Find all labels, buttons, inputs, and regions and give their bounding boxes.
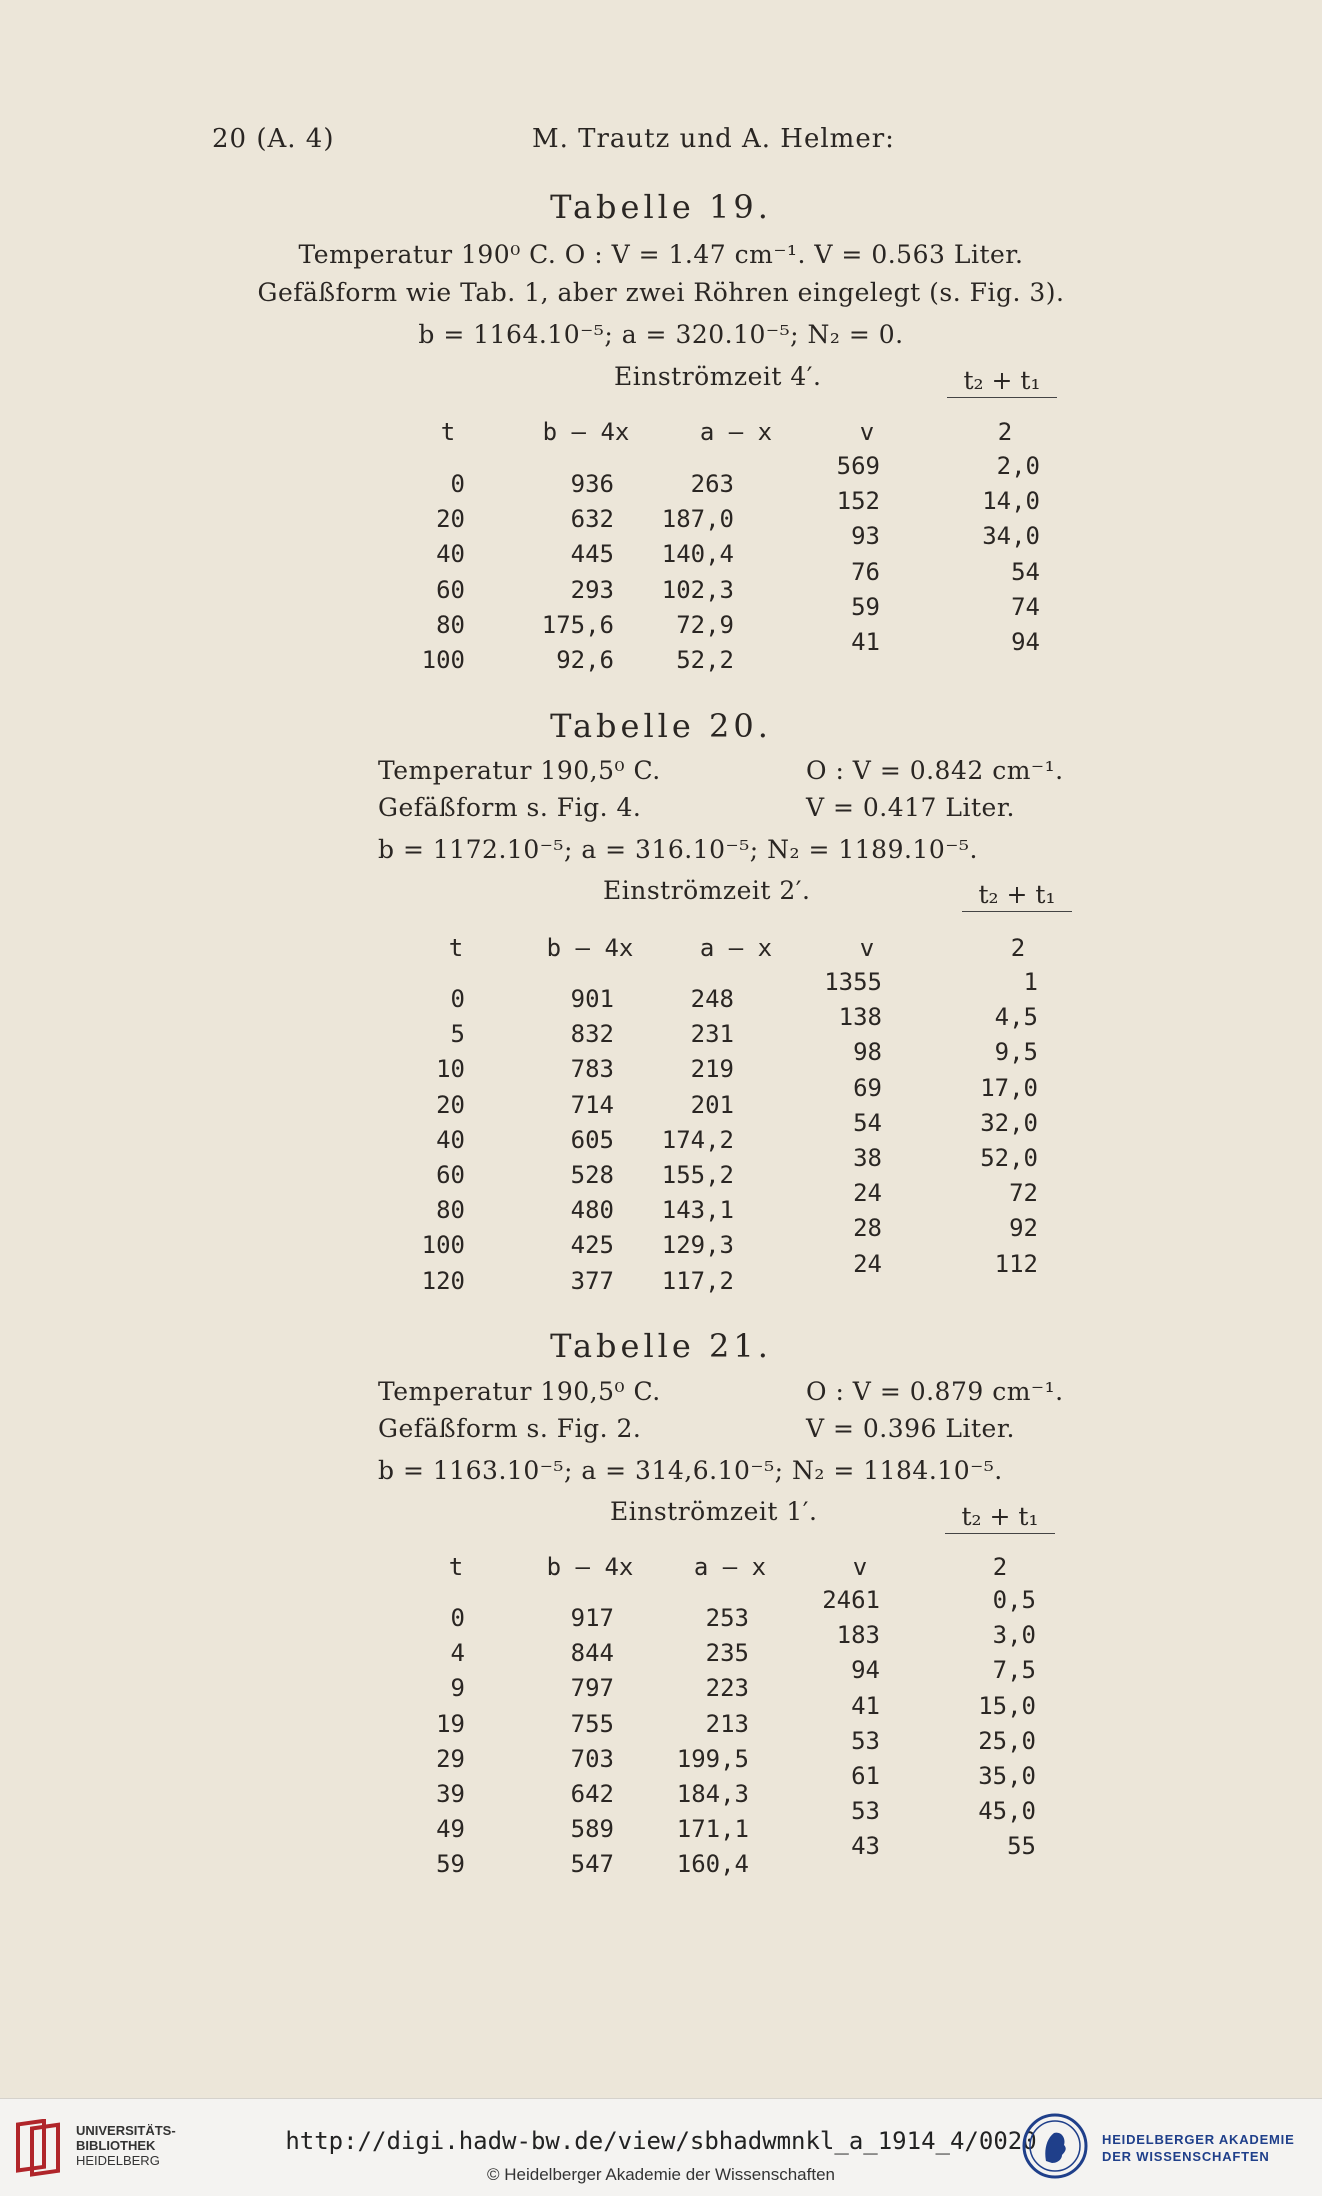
cell-mean-time: 52,0 [980, 1144, 1038, 1172]
cell-v: 94 [851, 1656, 880, 1685]
col-header-v: v [859, 418, 875, 446]
cell-b-4x: 901 [570, 985, 614, 1013]
cell-mean-time: 7,5 [992, 1656, 1036, 1685]
cell-v: 28 [853, 1214, 882, 1243]
cell-v: 43 [851, 1832, 880, 1861]
table-20-concentrations: b = 1172.10⁻⁵; a = 316.10⁻⁵; N₂ = 1189.10⁻⁵. [378, 835, 978, 864]
cell-v: 24 [853, 1179, 882, 1208]
cell-v: 93 [851, 522, 880, 551]
table-19-title: Tabelle 19. [550, 188, 772, 226]
cell-v: 69 [853, 1073, 882, 1102]
cell-a-x: 171,1 [676, 1815, 749, 1844]
col-header-v: v [852, 1553, 868, 1581]
cell-b-4x: 528 [570, 1161, 614, 1189]
cell-v: 569 [836, 452, 880, 480]
cell-t: 40 [436, 1125, 465, 1154]
cell-t: 39 [436, 1780, 465, 1808]
cell-b-4x: 755 [570, 1709, 614, 1738]
cell-v: 76 [851, 557, 880, 586]
cell-a-x: 213 [705, 1709, 749, 1738]
running-title: M. Trautz und A. Helmer: [532, 124, 895, 154]
cell-a-x: 102,3 [661, 575, 734, 604]
cell-t: 9 [450, 1674, 465, 1703]
cell-v: 183 [836, 1621, 880, 1650]
cell-t: 60 [436, 575, 465, 604]
fraction-numerator: t₂ + t₁ [945, 1502, 1055, 1534]
cell-b-4x: 714 [570, 1090, 614, 1119]
cell-b-4x: 703 [570, 1744, 614, 1773]
table-20-ov-ratio: O : V = 0.842 cm⁻¹. [806, 756, 1064, 785]
table-19-vessel: Gefäßform wie Tab. 1, aber zwei Röhren eingelegt (s. Fig. 3). [257, 278, 1065, 307]
col-header-v: v [859, 934, 875, 962]
academy-seal-icon [1022, 2113, 1088, 2179]
cell-a-x: 117,2 [661, 1266, 734, 1295]
cell-t: 60 [436, 1161, 465, 1189]
col-header-a-x: a — x [699, 418, 773, 446]
table-20-temperature: Temperatur 190,5⁰ C. [378, 756, 661, 785]
cell-mean-time: 1 [1023, 968, 1038, 996]
cell-mean-time: 9,5 [994, 1038, 1038, 1067]
cell-t: 120 [421, 1266, 465, 1295]
cell-a-x: 129,3 [661, 1231, 734, 1260]
cell-a-x: 199,5 [676, 1744, 749, 1773]
cell-mean-time: 45,0 [978, 1797, 1036, 1826]
cell-t: 49 [436, 1815, 465, 1844]
col-header-t: t [448, 1553, 464, 1581]
cell-t: 100 [421, 1231, 465, 1260]
col-header-t: t [448, 934, 464, 962]
cell-mean-time: 94 [1011, 628, 1040, 656]
table-19-concentrations: b = 1164.10⁻⁵; a = 320.10⁻⁵; N₂ = 0. [418, 320, 904, 349]
academy-name-line1: HEIDELBERGER AKADEMIE [1102, 2132, 1295, 2147]
cell-v: 54 [853, 1108, 882, 1137]
copyright-notice: © Heidelberger Akademie der Wissenschaften [487, 2165, 835, 2184]
cell-t: 59 [436, 1850, 465, 1879]
cell-b-4x: 844 [570, 1639, 614, 1668]
table-21-vessel: Gefäßform s. Fig. 2. [378, 1414, 642, 1443]
cell-mean-time: 112 [994, 1249, 1038, 1278]
cell-t: 100 [421, 646, 465, 674]
permalink-url[interactable]: http://digi.hadw-bw.de/view/sbhadwmnkl_a_1914_4/0020 [285, 2127, 1037, 2155]
table-21-inflow-time: Einströmzeit 1′. [610, 1497, 818, 1526]
cell-mean-time: 92 [1009, 1214, 1038, 1243]
col-header-fraction-denominator: 2 [1010, 934, 1026, 962]
cell-mean-time: 2,0 [996, 452, 1040, 480]
cell-b-4x: 589 [570, 1815, 614, 1844]
cell-b-4x: 632 [570, 505, 614, 534]
cell-mean-time: 74 [1011, 592, 1040, 621]
cell-mean-time: 17,0 [980, 1073, 1038, 1102]
cell-t: 20 [436, 505, 465, 534]
cell-a-x: 155,2 [661, 1161, 734, 1189]
page-reference: 20 (A. 4) [212, 124, 335, 154]
table-21-title: Tabelle 21. [550, 1327, 772, 1365]
cell-mean-time: 35,0 [978, 1762, 1036, 1790]
footer-bar [0, 2098, 1322, 2196]
academy-name [1102, 2131, 1295, 2165]
cell-v: 59 [851, 592, 880, 621]
cell-v: 41 [851, 1691, 880, 1720]
cell-a-x: 201 [690, 1090, 734, 1119]
cell-mean-time: 54 [1011, 557, 1040, 586]
cell-mean-time: 34,0 [982, 522, 1040, 551]
cell-a-x: 160,4 [676, 1850, 749, 1879]
cell-v: 138 [838, 1003, 882, 1032]
cell-t: 0 [450, 985, 465, 1013]
cell-t: 80 [436, 610, 465, 639]
cell-v: 38 [853, 1144, 882, 1172]
cell-a-x: 184,3 [676, 1780, 749, 1808]
cell-b-4x: 175,6 [541, 610, 614, 639]
cell-t: 5 [450, 1020, 465, 1049]
cell-a-x: 52,2 [676, 646, 734, 674]
col-header-b-4x: b — 4x [546, 934, 634, 962]
cell-b-4x: 92,6 [556, 646, 614, 674]
cell-mean-time: 14,0 [982, 487, 1040, 516]
cell-mean-time: 55 [1007, 1832, 1036, 1861]
cell-b-4x: 425 [570, 1231, 614, 1260]
cell-mean-time: 15,0 [978, 1691, 1036, 1720]
cell-v: 98 [853, 1038, 882, 1067]
cell-v: 61 [851, 1762, 880, 1790]
cell-v: 24 [853, 1249, 882, 1278]
cell-b-4x: 605 [570, 1125, 614, 1154]
table-20-title: Tabelle 20. [550, 707, 772, 745]
table-20-volume: V = 0.417 Liter. [806, 793, 1016, 822]
cell-b-4x: 642 [570, 1780, 614, 1808]
cell-v: 41 [851, 628, 880, 656]
cell-a-x: 219 [690, 1055, 734, 1084]
cell-a-x: 235 [705, 1639, 749, 1668]
cell-b-4x: 293 [570, 575, 614, 604]
cell-mean-time: 3,0 [992, 1621, 1036, 1650]
col-header-a-x: a — x [699, 934, 773, 962]
cell-v: 2461 [822, 1586, 880, 1614]
table-20-fraction-header [962, 880, 1072, 912]
cell-b-4x: 936 [570, 470, 614, 498]
cell-a-x: 72,9 [676, 610, 734, 639]
cell-a-x: 140,4 [661, 540, 734, 569]
cell-t: 29 [436, 1744, 465, 1773]
cell-a-x: 253 [705, 1604, 749, 1632]
cell-b-4x: 377 [570, 1266, 614, 1295]
table-20-inflow-time: Einströmzeit 2′. [603, 876, 811, 905]
uni-name-line3: HEIDELBERG [76, 2153, 160, 2168]
cell-t: 80 [436, 1196, 465, 1225]
cell-mean-time: 25,0 [978, 1726, 1036, 1755]
cell-v: 152 [836, 487, 880, 516]
table-20-vessel: Gefäßform s. Fig. 4. [378, 793, 642, 822]
col-header-b-4x: b — 4x [542, 418, 630, 446]
cell-mean-time: 4,5 [994, 1003, 1038, 1032]
cell-a-x: 231 [690, 1020, 734, 1049]
table-19-fraction-header [947, 366, 1057, 398]
cell-t: 40 [436, 540, 465, 569]
cell-b-4x: 797 [570, 1674, 614, 1703]
cell-t: 19 [436, 1709, 465, 1738]
col-header-b-4x: b — 4x [546, 1553, 634, 1581]
cell-t: 0 [450, 470, 465, 498]
cell-mean-time: 72 [1009, 1179, 1038, 1208]
fraction-numerator: t₂ + t₁ [947, 366, 1057, 398]
table-21-temperature: Temperatur 190,5⁰ C. [378, 1377, 661, 1406]
cell-mean-time: 0,5 [992, 1586, 1036, 1614]
uni-name-line1: UNIVERSITÄTS- [76, 2123, 176, 2138]
col-header-fraction-denominator: 2 [992, 1553, 1008, 1581]
cell-a-x: 174,2 [661, 1125, 734, 1154]
col-header-t: t [440, 418, 456, 446]
cell-b-4x: 783 [570, 1055, 614, 1084]
col-header-a-x: a — x [693, 1553, 767, 1581]
col-header-fraction-denominator: 2 [997, 418, 1013, 446]
cell-t: 0 [450, 1604, 465, 1632]
cell-t: 20 [436, 1090, 465, 1119]
uni-name-line2: BIBLIOTHEK [76, 2138, 156, 2153]
table-19-inflow-time: Einströmzeit 4′. [614, 362, 822, 391]
cell-t: 4 [450, 1639, 465, 1668]
cell-v: 1355 [824, 968, 882, 996]
cell-v: 53 [851, 1726, 880, 1755]
cell-b-4x: 832 [570, 1020, 614, 1049]
cell-a-x: 223 [705, 1674, 749, 1703]
table-21-ov-ratio: O : V = 0.879 cm⁻¹. [806, 1377, 1064, 1406]
table-21-fraction-header [945, 1502, 1055, 1534]
table-21-volume: V = 0.396 Liter. [806, 1414, 1016, 1443]
academy-name-line2: DER WISSENSCHAFTEN [1102, 2149, 1270, 2164]
cell-a-x: 248 [690, 985, 734, 1013]
table-19-conditions: Temperatur 190⁰ C. O : V = 1.47 cm⁻¹. V = 0.563 Liter. [298, 240, 1024, 269]
cell-mean-time: 32,0 [980, 1108, 1038, 1137]
cell-b-4x: 917 [570, 1604, 614, 1632]
cell-a-x: 187,0 [661, 505, 734, 534]
cell-b-4x: 480 [570, 1196, 614, 1225]
cell-b-4x: 547 [570, 1850, 614, 1879]
table-21-concentrations: b = 1163.10⁻⁵; a = 314,6.10⁻⁵; N₂ = 1184.10⁻⁵. [378, 1456, 1003, 1485]
cell-b-4x: 445 [570, 540, 614, 569]
fraction-numerator: t₂ + t₁ [962, 880, 1072, 912]
cell-t: 10 [436, 1055, 465, 1084]
cell-a-x: 143,1 [661, 1196, 734, 1225]
cell-a-x: 263 [690, 470, 734, 498]
cell-v: 53 [851, 1797, 880, 1826]
